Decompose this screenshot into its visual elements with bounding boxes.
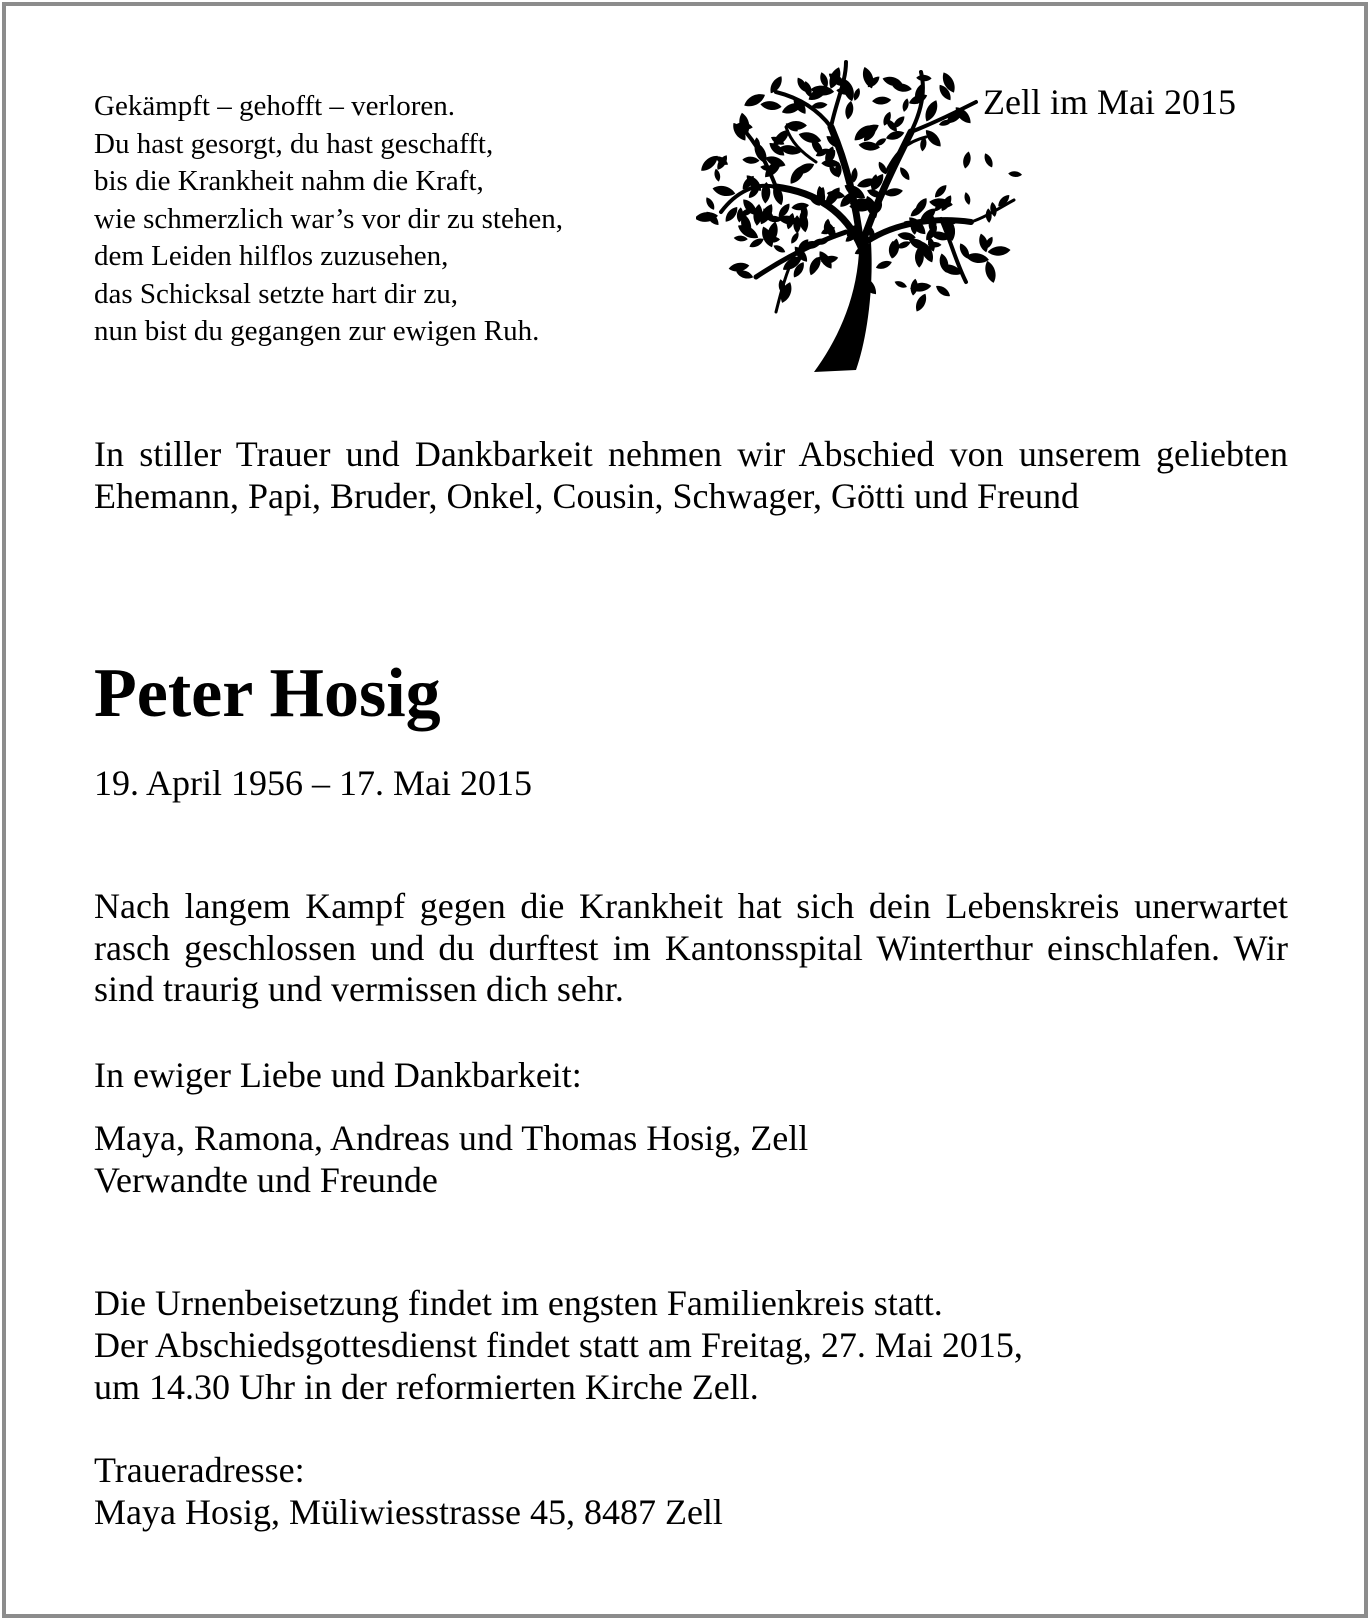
service-line: Der Abschiedsgottesdienst findet statt am Freitag, 27. Mai 2015, — [94, 1325, 1023, 1365]
family-line: Verwandte und Freunde — [94, 1160, 438, 1200]
tribute-text: Nach langem Kampf gegen die Krankheit hat sich dein Lebenskreis unerwartet rasch geschlossen und du durftest im Kantonsspital Winterthur einschlafen. Wir sind traurig und vermissen dich sehr. — [94, 886, 1288, 1009]
leaf-shape — [982, 152, 995, 169]
leaf-shape — [987, 245, 1011, 256]
poem-line: dem Leiden hilflos zuzusehen, — [94, 240, 449, 272]
leaf-shape — [1008, 171, 1022, 178]
leaf-shape — [894, 279, 908, 289]
announcement-intro: In stiller Trauer und Dankbarkeit nehmen wir Abschied von unserem geliebten Ehemann, Papi, Bruder, Onkel, Cousin, Schwager, Götti und Freund — [94, 434, 1288, 516]
service-line: Die Urnenbeisetzung findet im engsten Familienkreis statt. — [94, 1283, 943, 1323]
poem-line: Du hast gesorgt, du hast geschafft, — [94, 127, 494, 160]
service-details — [94, 1282, 1023, 1408]
leaf-shape — [760, 100, 782, 111]
leaf-shape — [898, 165, 912, 181]
address-value: Maya Hosig, Müliwiesstrasse 45, 8487 Zell — [94, 1492, 723, 1532]
obituary-frame — [2, 2, 1368, 1618]
leaf-shape — [901, 98, 910, 113]
leaf-shape — [713, 168, 721, 182]
leaf-shape — [963, 191, 972, 205]
leaf-shape — [734, 235, 749, 242]
leaf-shape — [789, 231, 801, 245]
leaf-shape — [748, 236, 765, 250]
leaf-shape — [934, 283, 952, 299]
leaf-shape — [872, 96, 892, 105]
leaf-shape — [983, 260, 998, 285]
leaf-shape — [844, 100, 855, 120]
poem-line: nun bist du gegangen zur ewigen Ruh. — [94, 315, 540, 347]
memorial-poem — [94, 88, 714, 351]
leaf-shape — [712, 184, 737, 199]
leaf-shape — [932, 183, 948, 200]
life-dates: 19. April 1956 – 17. Mai 2015 — [94, 763, 532, 803]
leaf-shape — [742, 156, 760, 164]
deceased-name: Peter Hosig — [94, 655, 441, 732]
address-label: Traueradresse: — [94, 1450, 305, 1490]
service-line: um 14.30 Uhr in der reformierten Kirche Zell. — [94, 1367, 759, 1407]
poem-line: Gekämpft – gehofft – verloren. — [94, 90, 456, 122]
leaf-shape — [891, 114, 907, 130]
mourning-address — [94, 1449, 723, 1533]
leaf-shape — [728, 261, 750, 273]
tree-icon — [696, 42, 1026, 387]
leaf-shape — [704, 196, 717, 212]
leaf-shape — [910, 278, 919, 296]
poem-line: bis die Krankheit nahm die Kraft, — [94, 165, 484, 197]
signoff-intro: In ewiger Liebe und Dankbarkeit: — [94, 1055, 582, 1095]
family-line: Maya, Ramona, Andreas und Thomas Hosig, Zell — [94, 1118, 809, 1158]
family-signatures — [94, 1117, 808, 1201]
place-date: Zell im Mai 2015 — [983, 82, 1236, 122]
leaf-shape — [962, 151, 973, 169]
leaf-shape — [913, 292, 929, 313]
poem-line: das Schicksal setzte hart dir zu, — [94, 277, 458, 310]
leaf-shape — [875, 259, 893, 271]
leaf-shape — [772, 243, 786, 254]
poem-line: wie schmerzlich war’s vor dir zu stehen, — [94, 202, 563, 235]
